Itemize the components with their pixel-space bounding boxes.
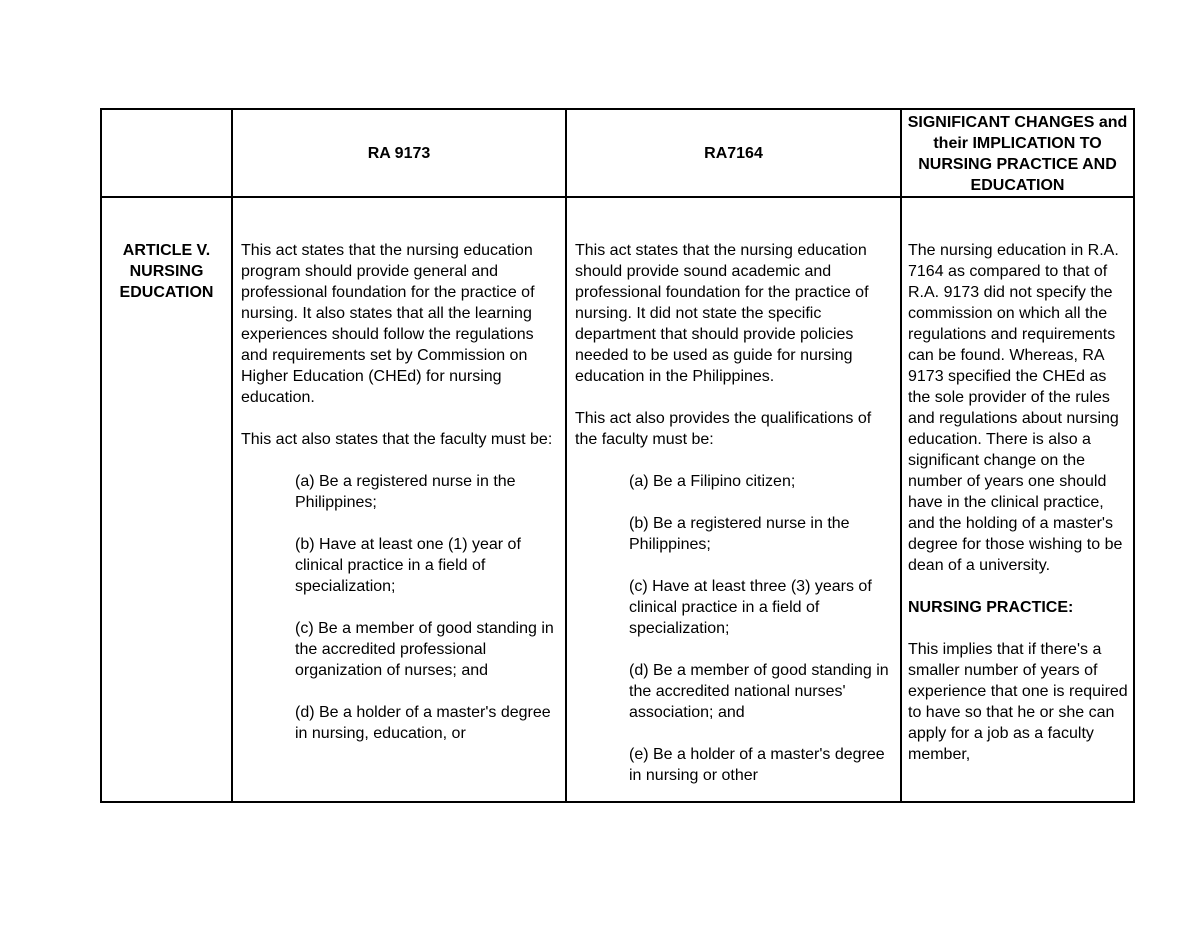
ra9173-item-b: (b) Have at least one (1) year of clinical practice in a field of specialization; [295, 536, 521, 595]
ra7164-item-d: (d) Be a member of good standing in the accredited national nurses' association; and [629, 662, 889, 721]
ra7164-item-c: (c) Have at least three (3) years of clinical practice in a field of specialization; [629, 578, 872, 637]
header-cell-significant-changes: SIGNIFICANT CHANGES and their IMPLICATION TO NURSING PRACTICE AND EDUCATION [901, 109, 1134, 197]
ra7164-paragraph-2: This act also provides the qualifications of the faculty must be: [575, 410, 872, 448]
ra7164-item-b: (b) Be a registered nurse in the Philippines; [629, 515, 850, 553]
ra9173-cell [232, 197, 566, 802]
header-cell-ra7164: RA7164 [566, 109, 901, 197]
header-cell-empty [101, 109, 232, 197]
table-row [101, 197, 1134, 802]
ra7164-item-a: (a) Be a Filipino citizen; [629, 473, 796, 490]
ra9173-paragraph-1: This act states that the nursing education program should provide general and professional foundation for the practice of nursing. It also states that all the learning experiences should follow the regulations and requirements set by Commission on Higher Education (CHEd) for nursing education. [241, 242, 535, 406]
ra9173-paragraph-2: This act also states that the faculty must be: [241, 431, 553, 448]
ra7164-item-e: (e) Be a holder of a master's degree in nursing or other [629, 746, 885, 784]
row-label-cell [101, 197, 232, 802]
article-label: ARTICLE V. NURSING EDUCATION [119, 242, 214, 301]
changes-paragraph-2: This implies that if there's a smaller number of years of experience that one is required to have so that he or she can apply for a job as a faculty member, [908, 641, 1128, 763]
ra9173-item-c: (c) Be a member of good standing in the accredited professional organization of nurses; and [295, 620, 554, 679]
header-cell-ra9173: RA 9173 [232, 109, 566, 197]
changes-paragraph-1: The nursing education in R.A. 7164 as compared to that of R.A. 9173 did not specify the commission on which all the regulations and requirements can be found. Whereas, RA 9173 specified the CHEd as the sole provider of the rules and regulations about nursing education. There is also a significant change on the number of years one should have in the clinical practice, and the holding of a master's degree for those wishing to be dean of a university. [908, 242, 1123, 574]
changes-cell [901, 197, 1134, 802]
comparison-table [100, 108, 1135, 803]
ra9173-item-a: (a) Be a registered nurse in the Philippines; [295, 473, 516, 511]
table-header-row [101, 109, 1134, 197]
nursing-practice-heading: NURSING PRACTICE: [908, 599, 1074, 616]
ra9173-item-d: (d) Be a holder of a master's degree in nursing, education, or [295, 704, 551, 742]
ra7164-paragraph-1: This act states that the nursing education should provide sound academic and professional foundation for the practice of nursing. It did not state the specific department that should provide policies needed to be used as guide for nursing education in the Philippines. [575, 242, 869, 385]
ra7164-cell [566, 197, 901, 802]
